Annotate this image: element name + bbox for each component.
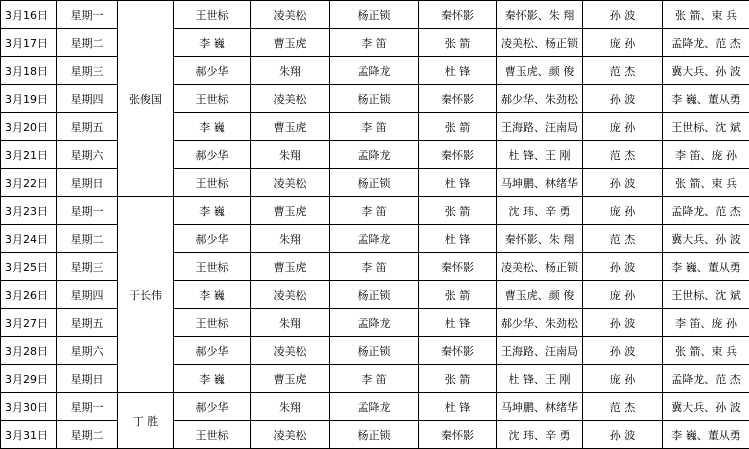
staff-cell: 孟降龙 bbox=[330, 309, 419, 337]
table-row bbox=[1, 421, 749, 449]
date-cell: 3月31日 bbox=[1, 421, 57, 449]
staff-cell: 庞 孙 bbox=[583, 365, 663, 393]
staff-cell: 杜 锋 bbox=[419, 169, 497, 197]
table-row bbox=[1, 113, 749, 141]
staff-cell: 朱翔 bbox=[251, 309, 330, 337]
staff-cell: 王世标 bbox=[174, 309, 251, 337]
weekday-cell: 星期日 bbox=[57, 365, 118, 393]
weekday-cell: 星期五 bbox=[57, 309, 118, 337]
weekday-cell: 星期三 bbox=[57, 57, 118, 85]
date-cell: 3月30日 bbox=[1, 393, 57, 421]
staff-cell: 冀大兵、孙 波 bbox=[663, 57, 749, 85]
staff-cell: 马坤鹏、林绪华 bbox=[497, 169, 583, 197]
staff-cell: 李 笛、庞 孙 bbox=[663, 141, 749, 169]
weekday-cell: 星期四 bbox=[57, 85, 118, 113]
staff-cell: 曹玉虎 bbox=[251, 113, 330, 141]
staff-cell: 李 巍 bbox=[174, 29, 251, 57]
table-row bbox=[1, 141, 749, 169]
staff-cell: 秦怀影 bbox=[419, 85, 497, 113]
staff-cell: 孙 波 bbox=[583, 169, 663, 197]
staff-cell: 李 巍 bbox=[174, 113, 251, 141]
weekday-cell: 星期二 bbox=[57, 421, 118, 449]
staff-cell: 王世标 bbox=[174, 169, 251, 197]
table-row bbox=[1, 85, 749, 113]
staff-cell: 李 笛 bbox=[330, 197, 419, 225]
weekday-cell: 星期四 bbox=[57, 281, 118, 309]
weekday-cell: 星期二 bbox=[57, 29, 118, 57]
table-row bbox=[1, 253, 749, 281]
roster-body bbox=[1, 1, 749, 449]
staff-cell: 冀大兵、孙 波 bbox=[663, 393, 749, 421]
staff-cell: 凌美松 bbox=[251, 1, 330, 29]
table-row bbox=[1, 29, 749, 57]
staff-cell: 王世标 bbox=[174, 1, 251, 29]
table-row bbox=[1, 337, 749, 365]
staff-cell: 李 巍、董从勇 bbox=[663, 253, 749, 281]
staff-cell: 李 笛 bbox=[330, 365, 419, 393]
staff-cell: 凌美松、杨正锁 bbox=[497, 29, 583, 57]
staff-cell: 李 巍 bbox=[174, 281, 251, 309]
staff-cell: 李 巍 bbox=[174, 197, 251, 225]
staff-cell: 张 箭 bbox=[419, 29, 497, 57]
staff-cell: 范 杰 bbox=[583, 141, 663, 169]
staff-cell: 张 箭 bbox=[419, 365, 497, 393]
date-cell: 3月25日 bbox=[1, 253, 57, 281]
staff-cell: 杜 锋、王 刚 bbox=[497, 365, 583, 393]
staff-cell: 范 杰 bbox=[583, 57, 663, 85]
table-row bbox=[1, 1, 749, 29]
weekday-cell: 星期一 bbox=[57, 197, 118, 225]
staff-cell: 李 笛 bbox=[330, 113, 419, 141]
weekday-cell: 星期六 bbox=[57, 141, 118, 169]
staff-cell: 秦怀影 bbox=[419, 421, 497, 449]
staff-cell: 范 杰 bbox=[583, 393, 663, 421]
staff-cell: 曹玉虎 bbox=[251, 29, 330, 57]
staff-cell: 李 笛 bbox=[330, 29, 419, 57]
weekday-cell: 星期六 bbox=[57, 337, 118, 365]
staff-cell: 杨正锁 bbox=[330, 169, 419, 197]
staff-cell: 凌美松 bbox=[251, 281, 330, 309]
date-cell: 3月29日 bbox=[1, 365, 57, 393]
staff-cell: 朱翔 bbox=[251, 225, 330, 253]
staff-cell: 孙 波 bbox=[583, 85, 663, 113]
staff-cell: 郝少华 bbox=[174, 337, 251, 365]
staff-cell: 曹玉虎、颜 俊 bbox=[497, 57, 583, 85]
staff-cell: 秦怀影 bbox=[419, 337, 497, 365]
staff-cell: 秦怀影、朱 翔 bbox=[497, 225, 583, 253]
staff-cell: 孟降龙 bbox=[330, 225, 419, 253]
staff-cell: 马坤鹏、林绪华 bbox=[497, 393, 583, 421]
date-cell: 3月28日 bbox=[1, 337, 57, 365]
staff-cell: 凌美松 bbox=[251, 85, 330, 113]
staff-cell: 李 巍 bbox=[174, 365, 251, 393]
staff-cell: 孙 波 bbox=[583, 421, 663, 449]
date-cell: 3月23日 bbox=[1, 197, 57, 225]
staff-cell: 朱翔 bbox=[251, 57, 330, 85]
staff-cell: 孟降龙、范 杰 bbox=[663, 365, 749, 393]
staff-cell: 李 巍、董从勇 bbox=[663, 85, 749, 113]
table-row bbox=[1, 393, 749, 421]
staff-cell: 曹玉虎、颜 俊 bbox=[497, 281, 583, 309]
leader-cell: 于长伟 bbox=[118, 197, 174, 393]
table-row bbox=[1, 309, 749, 337]
table-row bbox=[1, 169, 749, 197]
staff-cell: 王海路、汪南局 bbox=[497, 337, 583, 365]
staff-cell: 王世标 bbox=[174, 421, 251, 449]
date-cell: 3月17日 bbox=[1, 29, 57, 57]
staff-cell: 庞 孙 bbox=[583, 113, 663, 141]
staff-cell: 郝少华 bbox=[174, 393, 251, 421]
staff-cell: 曹玉虎 bbox=[251, 197, 330, 225]
staff-cell: 杨正锁 bbox=[330, 281, 419, 309]
staff-cell: 曹玉虎 bbox=[251, 253, 330, 281]
staff-cell: 杜 锋 bbox=[419, 393, 497, 421]
staff-cell: 杜 锋、王 刚 bbox=[497, 141, 583, 169]
staff-cell: 孙 波 bbox=[583, 309, 663, 337]
staff-cell: 凌美松 bbox=[251, 337, 330, 365]
weekday-cell: 星期二 bbox=[57, 225, 118, 253]
weekday-cell: 星期五 bbox=[57, 113, 118, 141]
staff-cell: 秦怀影 bbox=[419, 141, 497, 169]
staff-cell: 王世标、沈 斌 bbox=[663, 113, 749, 141]
staff-cell: 孟降龙 bbox=[330, 57, 419, 85]
staff-cell: 孟降龙 bbox=[330, 393, 419, 421]
table-row bbox=[1, 57, 749, 85]
staff-cell: 郝少华 bbox=[174, 141, 251, 169]
staff-cell: 庞 孙 bbox=[583, 29, 663, 57]
date-cell: 3月18日 bbox=[1, 57, 57, 85]
staff-cell: 杨正锁 bbox=[330, 85, 419, 113]
staff-cell: 杜 锋 bbox=[419, 225, 497, 253]
staff-cell: 杨正锁 bbox=[330, 1, 419, 29]
date-cell: 3月19日 bbox=[1, 85, 57, 113]
date-cell: 3月26日 bbox=[1, 281, 57, 309]
staff-cell: 张 箭 bbox=[419, 113, 497, 141]
staff-cell: 郝少华、朱劲松 bbox=[497, 85, 583, 113]
date-cell: 3月24日 bbox=[1, 225, 57, 253]
staff-cell: 王世标 bbox=[174, 85, 251, 113]
staff-cell: 秦怀影、朱 翔 bbox=[497, 1, 583, 29]
staff-cell: 李 笛 bbox=[330, 253, 419, 281]
staff-cell: 王海路、汪南局 bbox=[497, 113, 583, 141]
staff-cell: 孙 波 bbox=[583, 253, 663, 281]
date-cell: 3月27日 bbox=[1, 309, 57, 337]
staff-cell: 杨正锁 bbox=[330, 421, 419, 449]
staff-cell: 庞 孙 bbox=[583, 281, 663, 309]
staff-cell: 李 巍、董从勇 bbox=[663, 421, 749, 449]
staff-cell: 张 箭 bbox=[419, 281, 497, 309]
staff-cell: 凌美松 bbox=[251, 169, 330, 197]
staff-cell: 杜 锋 bbox=[419, 309, 497, 337]
staff-cell: 秦怀影 bbox=[419, 253, 497, 281]
staff-cell: 杜 锋 bbox=[419, 57, 497, 85]
weekday-cell: 星期日 bbox=[57, 169, 118, 197]
staff-cell: 朱翔 bbox=[251, 141, 330, 169]
weekday-cell: 星期三 bbox=[57, 253, 118, 281]
staff-cell: 孟降龙 bbox=[330, 141, 419, 169]
date-cell: 3月22日 bbox=[1, 169, 57, 197]
leader-cell: 张俊国 bbox=[118, 1, 174, 197]
staff-cell: 王世标 bbox=[174, 253, 251, 281]
staff-cell: 张 箭、束 兵 bbox=[663, 169, 749, 197]
staff-cell: 曹玉虎 bbox=[251, 365, 330, 393]
staff-cell: 沈 玮、辛 勇 bbox=[497, 197, 583, 225]
staff-cell: 孟降龙、范 杰 bbox=[663, 197, 749, 225]
staff-cell: 郝少华 bbox=[174, 225, 251, 253]
staff-cell: 张 箭 bbox=[419, 197, 497, 225]
staff-cell: 郝少华 bbox=[174, 57, 251, 85]
staff-cell: 孙 波 bbox=[583, 1, 663, 29]
staff-cell: 范 杰 bbox=[583, 225, 663, 253]
staff-cell: 孙 波 bbox=[583, 337, 663, 365]
table-row bbox=[1, 281, 749, 309]
staff-cell: 王世标、沈 斌 bbox=[663, 281, 749, 309]
weekday-cell: 星期一 bbox=[57, 1, 118, 29]
staff-cell: 秦怀影 bbox=[419, 1, 497, 29]
date-cell: 3月16日 bbox=[1, 1, 57, 29]
date-cell: 3月21日 bbox=[1, 141, 57, 169]
staff-cell: 孟降龙、范 杰 bbox=[663, 29, 749, 57]
staff-cell: 沈 玮、辛 勇 bbox=[497, 421, 583, 449]
staff-cell: 凌美松 bbox=[251, 421, 330, 449]
staff-cell: 张 箭、束 兵 bbox=[663, 1, 749, 29]
date-cell: 3月20日 bbox=[1, 113, 57, 141]
staff-cell: 凌美松、杨正锁 bbox=[497, 253, 583, 281]
staff-cell: 杨正锁 bbox=[330, 337, 419, 365]
staff-cell: 李 笛、庞 孙 bbox=[663, 309, 749, 337]
table-row bbox=[1, 365, 749, 393]
staff-cell: 庞 孙 bbox=[583, 197, 663, 225]
staff-cell: 张 箭、束 兵 bbox=[663, 337, 749, 365]
weekday-cell: 星期一 bbox=[57, 393, 118, 421]
table-row bbox=[1, 225, 749, 253]
staff-cell: 朱翔 bbox=[251, 393, 330, 421]
staff-cell: 冀大兵、孙 波 bbox=[663, 225, 749, 253]
staff-cell: 郝少华、朱劲松 bbox=[497, 309, 583, 337]
table-row bbox=[1, 197, 749, 225]
leader-cell: 丁 胜 bbox=[118, 393, 174, 449]
